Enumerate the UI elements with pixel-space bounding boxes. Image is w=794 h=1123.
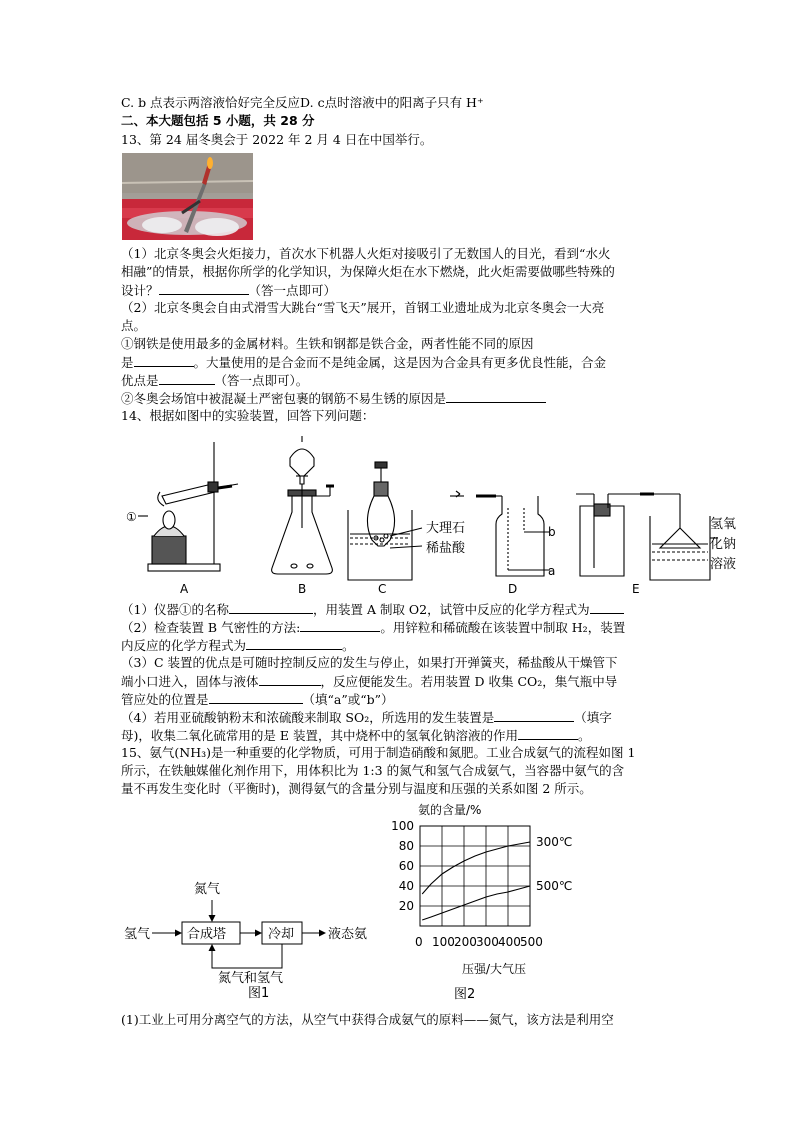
answer-blank[interactable] <box>159 282 249 295</box>
q14-4a-pre: （4）若用亚硫酸钠粉末和浓硫酸来制取 SO₂，所选用的发生装置是 <box>121 710 495 725</box>
x-tick-label: 200 <box>454 935 477 949</box>
recycle-label: 氮气和氢气 <box>218 971 284 986</box>
label-E: E <box>632 582 640 596</box>
q14-3c-post: （填“a”或“b”） <box>302 692 394 707</box>
q13-1-line3 <box>121 282 336 299</box>
q14-4b-pre: 母)，收集二氧化硫常用的是 E 装置，其中烧杯中的氢氧化钠溶液的作用 <box>121 728 518 743</box>
q14-3c-pre: 管应处的位置是 <box>121 692 209 707</box>
q13-2d-post: 。大量使用的是合金而不是纯金属，这是因为合金具有更多优良性能，合金 <box>193 355 607 370</box>
answer-blank[interactable] <box>209 691 303 704</box>
answer-blank[interactable] <box>494 709 574 722</box>
label-marble: 大理石 <box>426 521 466 536</box>
option-line: C. b 点表示两溶液恰好完全反应D. c点时溶液中的阳离子只有 H⁺ <box>121 95 484 110</box>
q14-2b-pre: 内反应的化学方程式为 <box>121 638 247 653</box>
answer-blank[interactable] <box>159 372 215 385</box>
answer-blank[interactable] <box>590 601 624 614</box>
label-b: b <box>548 525 556 539</box>
section-heading: 二、本大题包括 5 小题，共 28 分 <box>121 113 315 128</box>
y-tick-label: 20 <box>398 899 414 913</box>
liquid-ammonia-label: 液态氨 <box>328 927 368 942</box>
x-tick-label: 400 <box>498 935 521 949</box>
ammonia-content-chart <box>380 800 610 1005</box>
label-naoh-1: 氢氧 <box>710 517 737 532</box>
x-tick-label: 500 <box>520 935 543 949</box>
label-circle-1: ① <box>126 510 137 524</box>
q13-2-line4 <box>121 354 606 371</box>
cool-label: 冷却 <box>268 927 295 942</box>
q13-2-line5 <box>121 372 308 389</box>
x-tick-label: 0 <box>415 935 423 949</box>
q14-1-pre: （1）仪器①的名称 <box>121 602 229 617</box>
q13-2d-pre: 是 <box>121 355 134 370</box>
x-tick-label: 100 <box>432 935 455 949</box>
q14-2-pre: （2）检查装置 B 气密性的方法: <box>121 620 301 635</box>
question-14-title: 14、根据如图中的实验装置，回答下列问题： <box>121 408 375 423</box>
series-label: 500℃ <box>536 879 573 893</box>
q13-1-pre: 设计？ <box>121 283 159 298</box>
label-a: a <box>548 564 556 578</box>
y-tick-label: 100 <box>391 819 414 833</box>
q13-2f-text: ②冬奥会场馆中被混凝土严密包裹的钢筋不易生锈的原因是 <box>121 391 447 406</box>
q15-line3: 量不再发生变化时（平衡时)，测得氨气的含量分别与温度和压强的关系如图 2 所示。 <box>121 781 592 796</box>
ammonia-flow-diagram <box>120 870 390 1005</box>
stand-base <box>148 564 220 571</box>
hydrogen-label: 氢气 <box>124 927 151 942</box>
label-D: D <box>508 582 518 596</box>
figure-1-caption: 图1 <box>248 986 270 1001</box>
answer-blank[interactable] <box>518 727 578 740</box>
x-tick-label: 300 <box>476 935 499 949</box>
q14-2-line2 <box>121 637 355 654</box>
label-C: C <box>378 582 387 596</box>
q13-2e-post: （答一点即可）。 <box>214 373 309 388</box>
q14-4-line1 <box>121 709 612 726</box>
answer-blank[interactable] <box>300 619 380 632</box>
q14-2-post: 。用锌粒和稀硫酸在该装置中制取 H₂，装置 <box>380 620 626 635</box>
series-label: 300℃ <box>536 835 573 849</box>
q14-3b-post: ，反应便能发生。若用装置 D 收集 CO₂，集气瓶中导 <box>320 674 618 689</box>
figure-2-caption: 图2 <box>454 987 476 1002</box>
q14-1-line <box>121 601 624 618</box>
answer-blank[interactable] <box>259 673 321 686</box>
q14-2-line1 <box>121 619 625 636</box>
answer-blank[interactable] <box>134 354 194 367</box>
series-line <box>422 886 530 920</box>
q13-1-line1: （1）北京冬奥会火炬接力，首次水下机器人火炬对接吸引了无数国人的目光，看到“水火 <box>121 246 611 261</box>
underwater-torch-photo <box>122 153 253 240</box>
chart-xlabel: 压强/大气压 <box>462 962 527 976</box>
q14-4-line2 <box>121 727 590 744</box>
y-tick-label: 60 <box>398 859 414 873</box>
q15-line2: 所示，在铁触媒催化剂作用下，用体积比为 1:3 的氮气和氢气合成氨气，当容器中氨气的含 <box>121 763 625 778</box>
label-naoh-2: 化钠 <box>710 537 737 552</box>
q14-2b-post: 。 <box>342 638 355 653</box>
plot-frame <box>420 826 530 926</box>
q13-1-post: （答一点即可） <box>248 283 337 298</box>
q13-2-line3: ①钢铁是使用最多的金属材料。生铁和钢都是铁合金，两者性能不同的原因 <box>121 336 534 351</box>
q14-4b-post: 。 <box>577 728 591 743</box>
answer-blank[interactable] <box>229 601 313 614</box>
y-tick-label: 80 <box>398 839 414 853</box>
answer-blank[interactable] <box>446 390 546 403</box>
q14-4a-post: （填字 <box>574 710 612 725</box>
nitrogen-label: 氮气 <box>194 882 221 897</box>
tower-label: 合成塔 <box>187 927 227 942</box>
q13-2-line2: 点。 <box>121 318 147 333</box>
label-naoh-3: 溶液 <box>710 557 737 572</box>
label-hcl: 稀盐酸 <box>426 541 466 556</box>
question-13-title: 13、第 24 届冬奥会于 2022 年 2 月 4 日在中国举行。 <box>121 132 433 147</box>
y-tick-label: 40 <box>398 879 414 893</box>
q13-2-line6 <box>121 390 546 407</box>
q13-2e-pre: 优点是 <box>121 373 159 388</box>
q14-1-post: ，用装置 A 制取 O2，试管中反应的化学方程式为 <box>312 602 590 617</box>
label-B: B <box>298 582 307 596</box>
answer-blank[interactable] <box>246 637 342 650</box>
lab-apparatus-figure <box>120 428 740 600</box>
q13-1-line2: 相融”的情景，根据你所学的化学知识，为保障火炬在水下燃烧，此火炬需要做哪些特殊的 <box>121 264 615 279</box>
q15-1-line: (1)工业上可用分离空气的方法，从空气中获得合成氨气的原料——氮气，该方法是利用空 <box>121 1012 614 1027</box>
chart-ylabel: 氨的含量/% <box>418 803 482 817</box>
q14-3-line1: （3）C 装置的优点是可随时控制反应的发生与停止，如果打开弹簧夹，稀盐酸从干燥管下 <box>121 655 618 670</box>
q14-3-line3 <box>121 691 394 708</box>
q13-2-line1: （2）北京冬奥会自由式滑雪大跳台“雪飞天”展开，首钢工业遗址成为北京冬奥会一大亮 <box>121 300 605 315</box>
q14-3b-pre: 端小口进入，固体与液体 <box>121 674 259 689</box>
q14-3-line2 <box>121 673 617 690</box>
label-A: A <box>180 582 189 596</box>
q15-line1: 15、氨气(NH₃)是一种重要的化学物质，可用于制造硝酸和氮肥。工业合成氨气的流程如图 1 <box>121 745 636 760</box>
